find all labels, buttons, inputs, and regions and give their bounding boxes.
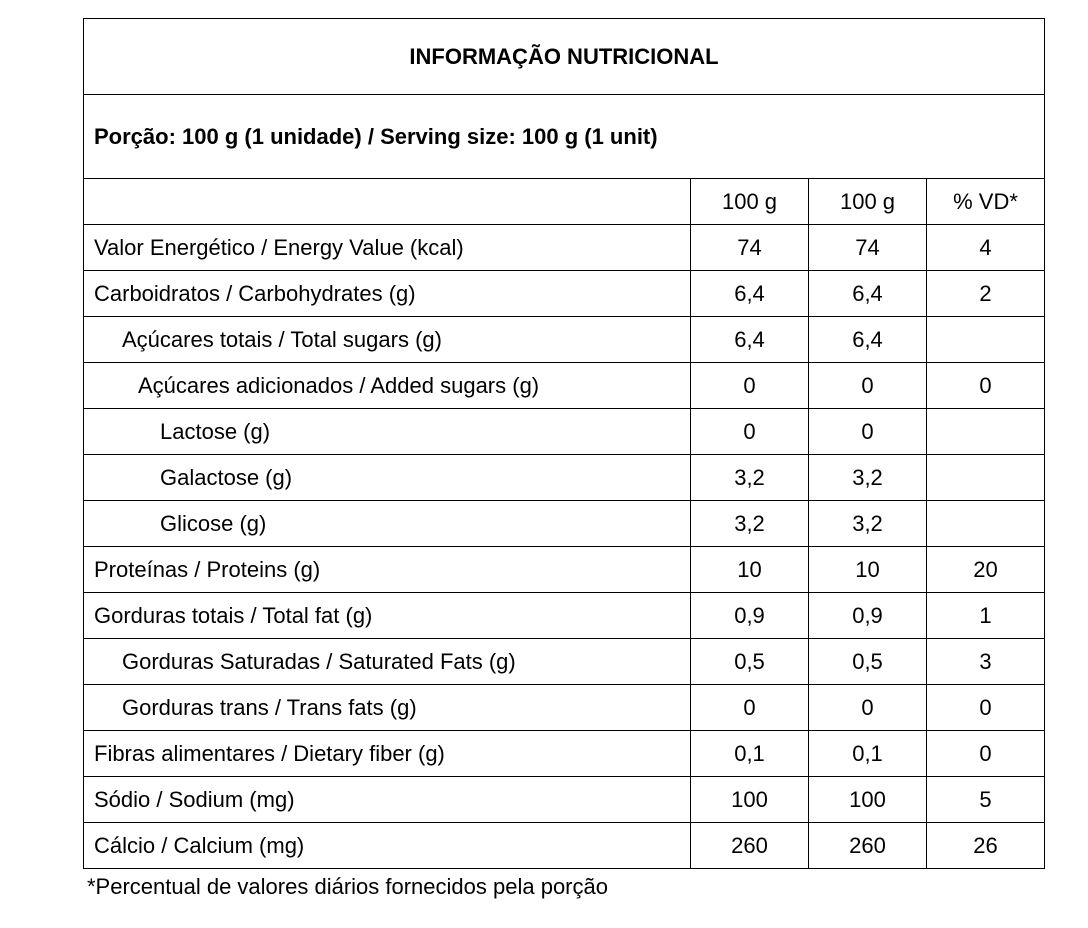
nutrition-table xyxy=(83,18,1045,869)
nutrient-name: Açúcares adicionados / Added sugars (g) xyxy=(84,363,691,409)
table-row xyxy=(84,823,1045,869)
table-row xyxy=(84,501,1045,547)
amount-1: 0 xyxy=(691,409,809,455)
amount-1: 0,9 xyxy=(691,593,809,639)
amount-2: 10 xyxy=(809,547,927,593)
daily-value xyxy=(927,501,1045,547)
nutrient-name: Açúcares totais / Total sugars (g) xyxy=(84,317,691,363)
table-row xyxy=(84,731,1045,777)
amount-2: 0,9 xyxy=(809,593,927,639)
amount-2: 6,4 xyxy=(809,317,927,363)
table-row xyxy=(84,547,1045,593)
daily-value: 0 xyxy=(927,363,1045,409)
nutrient-name: Sódio / Sodium (mg) xyxy=(84,777,691,823)
amount-1: 6,4 xyxy=(691,317,809,363)
daily-value: 26 xyxy=(927,823,1045,869)
title-row xyxy=(84,19,1045,95)
amount-2: 0 xyxy=(809,409,927,455)
amount-1: 0,1 xyxy=(691,731,809,777)
daily-value: 2 xyxy=(927,271,1045,317)
table-row xyxy=(84,777,1045,823)
daily-value: 3 xyxy=(927,639,1045,685)
table-row xyxy=(84,593,1045,639)
daily-value xyxy=(927,409,1045,455)
header-amount-1: 100 g xyxy=(691,179,809,225)
amount-2: 3,2 xyxy=(809,501,927,547)
header-nutrient xyxy=(84,179,691,225)
daily-value xyxy=(927,455,1045,501)
amount-1: 3,2 xyxy=(691,501,809,547)
daily-value: 4 xyxy=(927,225,1045,271)
daily-value: 20 xyxy=(927,547,1045,593)
amount-1: 10 xyxy=(691,547,809,593)
table-row xyxy=(84,639,1045,685)
footnote: *Percentual de valores diários fornecidos pela porção xyxy=(87,874,608,899)
table-row xyxy=(84,271,1045,317)
table-row xyxy=(84,363,1045,409)
amount-2: 74 xyxy=(809,225,927,271)
amount-2: 0,1 xyxy=(809,731,927,777)
daily-value: 5 xyxy=(927,777,1045,823)
amount-2: 0 xyxy=(809,363,927,409)
table-row xyxy=(84,455,1045,501)
nutrient-name: Lactose (g) xyxy=(84,409,691,455)
amount-1: 0 xyxy=(691,685,809,731)
amount-1: 100 xyxy=(691,777,809,823)
amount-2: 100 xyxy=(809,777,927,823)
daily-value: 0 xyxy=(927,685,1045,731)
table-row xyxy=(84,685,1045,731)
daily-value xyxy=(927,317,1045,363)
amount-1: 260 xyxy=(691,823,809,869)
nutrient-name: Galactose (g) xyxy=(84,455,691,501)
nutrient-name: Valor Energético / Energy Value (kcal) xyxy=(84,225,691,271)
column-header-row xyxy=(84,179,1045,225)
amount-2: 260 xyxy=(809,823,927,869)
amount-2: 0,5 xyxy=(809,639,927,685)
header-daily-value: % VD* xyxy=(927,179,1045,225)
amount-1: 6,4 xyxy=(691,271,809,317)
table-row xyxy=(84,409,1045,455)
portion-row xyxy=(84,95,1045,179)
nutrient-name: Gorduras Saturadas / Saturated Fats (g) xyxy=(84,639,691,685)
amount-1: 3,2 xyxy=(691,455,809,501)
table-row xyxy=(84,317,1045,363)
amount-1: 0 xyxy=(691,363,809,409)
header-amount-2: 100 g xyxy=(809,179,927,225)
nutrient-name: Proteínas / Proteins (g) xyxy=(84,547,691,593)
daily-value: 1 xyxy=(927,593,1045,639)
nutrient-name: Gorduras totais / Total fat (g) xyxy=(84,593,691,639)
amount-2: 0 xyxy=(809,685,927,731)
amount-1: 0,5 xyxy=(691,639,809,685)
amount-2: 6,4 xyxy=(809,271,927,317)
nutrition-title: INFORMAÇÃO NUTRICIONAL xyxy=(84,19,1045,95)
portion-size: Porção: 100 g (1 unidade) / Serving size: 100 g (1 unit) xyxy=(84,95,1045,179)
amount-2: 3,2 xyxy=(809,455,927,501)
table-row xyxy=(84,225,1045,271)
daily-value: 0 xyxy=(927,731,1045,777)
nutrient-name: Gorduras trans / Trans fats (g) xyxy=(84,685,691,731)
nutrient-name: Carboidratos / Carbohydrates (g) xyxy=(84,271,691,317)
nutrient-name: Fibras alimentares / Dietary fiber (g) xyxy=(84,731,691,777)
nutrient-name: Glicose (g) xyxy=(84,501,691,547)
nutrient-name: Cálcio / Calcium (mg) xyxy=(84,823,691,869)
amount-1: 74 xyxy=(691,225,809,271)
